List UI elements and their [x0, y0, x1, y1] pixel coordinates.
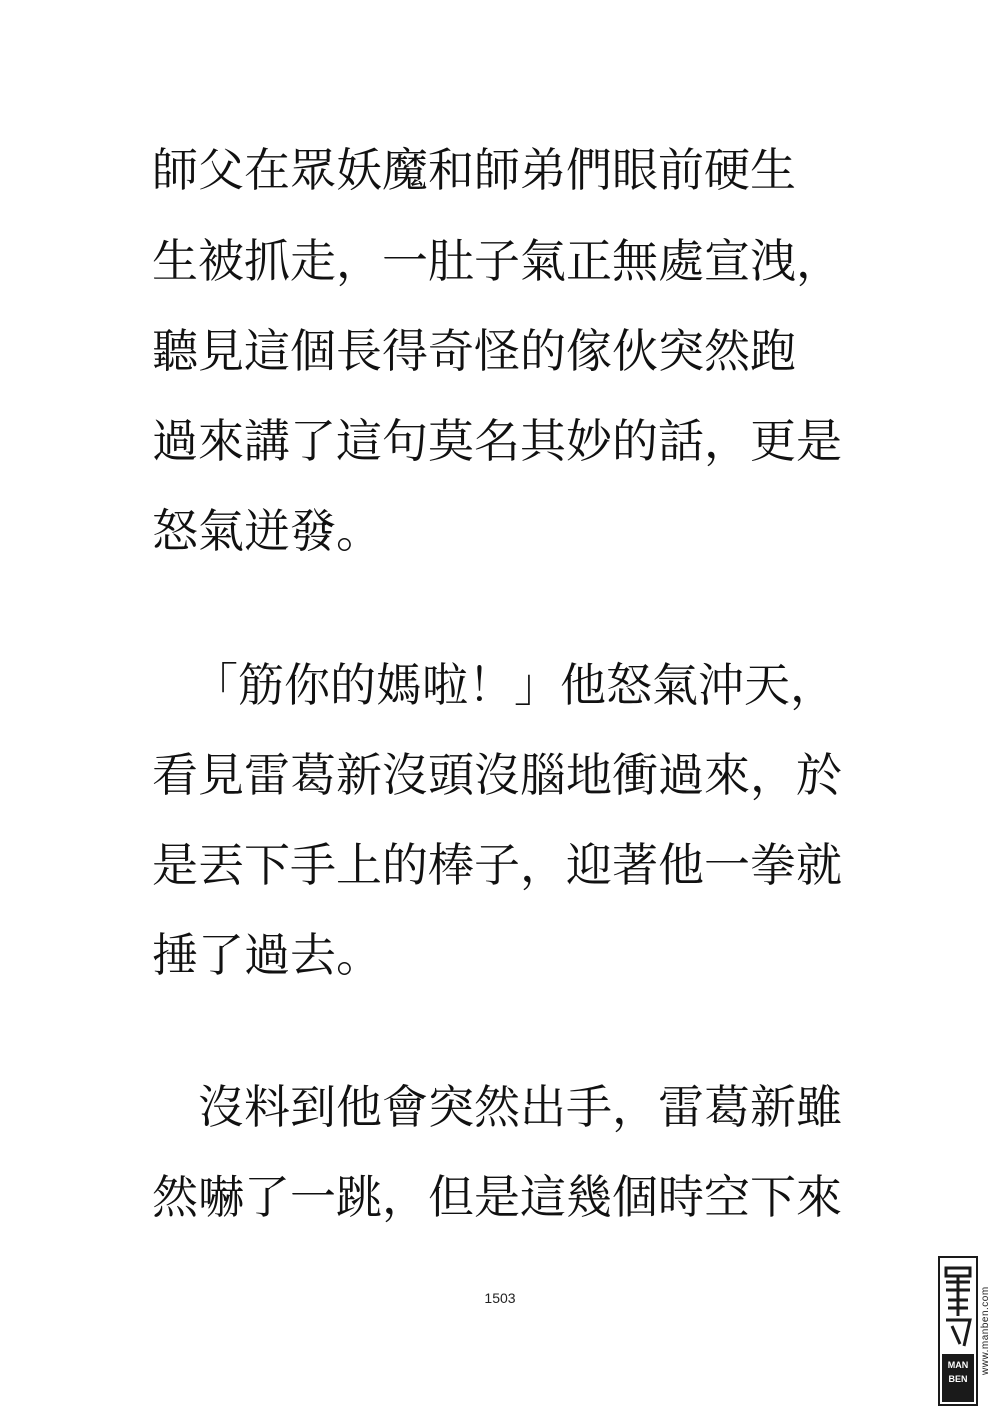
text-line: 師父在眾妖魔和師弟們眼前硬生	[152, 143, 796, 197]
text-line: 聽見這個長得奇怪的傢伙突然跑	[152, 324, 796, 378]
page-number: 1503	[484, 1290, 516, 1306]
text-line: 是丟下手上的棒子，迎著他一拳就	[152, 838, 842, 892]
watermark	[938, 1256, 996, 1406]
text-line: 「筋你的媽啦！」他怒氣沖天，	[192, 658, 836, 712]
text-line: 然嚇了一跳，但是這幾個時空下來	[152, 1170, 842, 1224]
text-line: 生被抓走，一肚子氣正無處宣洩，	[152, 234, 842, 288]
svg-text:BEN: BEN	[948, 1374, 968, 1384]
text-line: 看見雷葛新沒頭沒腦地衝過來，於	[152, 748, 842, 802]
text-line: 沒料到他會突然出手，雷葛新雖	[198, 1080, 842, 1134]
manben-logo-icon	[938, 1256, 978, 1406]
text-line: 過來講了這句莫名其妙的話，更是	[152, 414, 842, 468]
text-line: 怒氣迸發。	[152, 504, 382, 558]
text-line: 捶了過去。	[152, 928, 382, 982]
svg-text:MAN: MAN	[947, 1360, 969, 1370]
watermark-site-text: www.manben.com	[980, 1286, 991, 1376]
